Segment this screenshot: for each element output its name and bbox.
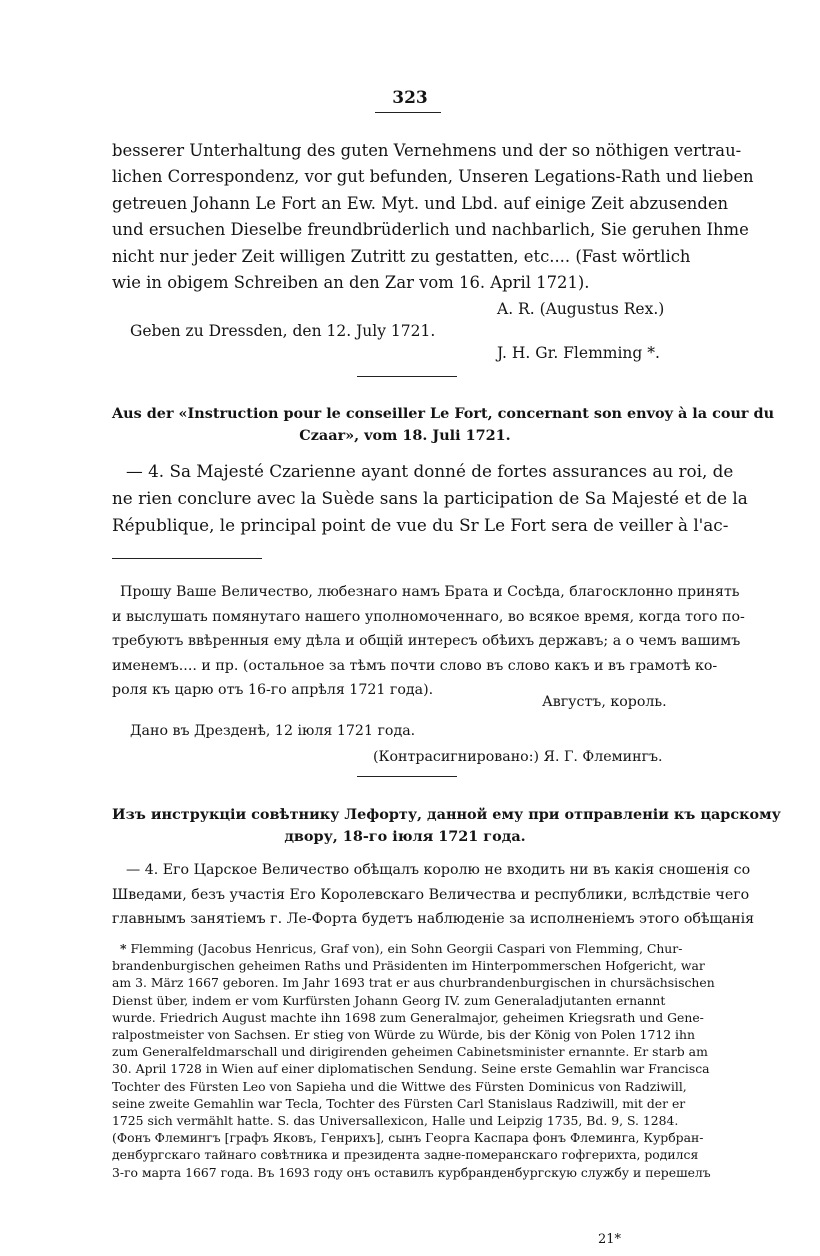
page-number: 323	[392, 88, 428, 108]
footnote-line: zum Generalfeldmarschall und dirigirenden geheimen Cabinetsminister ernannte. Er starb am	[112, 1044, 708, 1060]
footnote-line: 1725 sich vermählt hatte. S. das Universallexicon, Halle und Leipzig 1735, Bd. 9, S. 1284.	[112, 1113, 679, 1129]
russian-text-line: главнымъ занятіемъ г. Ле-Форта будетъ наблюденіе за исполненіемъ этого обѣщанія	[112, 911, 755, 927]
russian-countersign: (Контрасигнировано:) Я. Г. Флемингъ.	[373, 749, 663, 765]
footnote	[112, 940, 715, 1181]
russian-letter-text	[112, 580, 745, 703]
french-instruction-text	[112, 458, 748, 539]
footnote-line: wurde. Friedrich August machte ihn 1698 zum Generalmajor, geheimen Kriegsrath und Gene-	[112, 1009, 704, 1025]
russian-instruction-text	[112, 858, 755, 932]
russian-letter-line: требуютъ ввѣренныя ему дѣла и общій интересъ обѣихъ державъ; а о чемъ вашимъ	[112, 633, 741, 649]
footnote-line: Tochter des Fürsten Leo von Sapieha und die Wittwe des Fürsten Dominicus von Radziwill,	[112, 1078, 687, 1094]
footnote-line: денбургскаго тайнаго совѣтника и президента задне-померанскаго гофгерихта, родился	[112, 1147, 699, 1163]
page-number-rule	[375, 112, 441, 113]
french-instruction-heading	[112, 403, 775, 447]
german-signature-minister: J. H. Gr. Flemming *.	[497, 344, 660, 362]
footnote-line: ralpostmeister von Sachsen. Er stieg von Würde zu Würde, bis der König von Polen 1712 ihn	[112, 1027, 695, 1043]
signature-mark: 21*	[598, 1232, 622, 1247]
russian-letter-line: именемъ.... и пр. (остальное за тѣмъ почти слово въ слово какъ и въ грамотѣ ко-	[112, 657, 718, 674]
footnote-separator	[112, 558, 262, 559]
footnote-marker: *	[120, 941, 127, 956]
french-text-line: République, le principal point de vue du Sr Le Fort sera de veiller à l'ac-	[112, 515, 729, 535]
heading-line: двору, 18-го іюля 1721 года.	[284, 828, 526, 845]
russian-signature-king: Августъ, король.	[542, 694, 667, 710]
footnote-line: 30. April 1728 in Wien auf einer diplomatischen Sendung. Seine erste Gemahlin war Francisca	[112, 1061, 710, 1077]
russian-letter-line: роля къ царю отъ 16-го апрѣля 1721 года).	[112, 682, 434, 698]
footnote-line: seine zweite Gemahlin war Tecla, Tochter des Fürsten Carl Stanislaus Radziwill, mit der er	[112, 1095, 686, 1111]
footnote-first-line-text: Flemming (Jacobus Henricus, Graf von), ein Sohn Georgii Caspari von Flemming, Chur-	[130, 941, 683, 956]
section-divider	[357, 776, 457, 777]
german-letter-line: und ersuchen Dieselbe freundbrüderlich und nachbarlich, Sie geruhen Ihme	[112, 220, 749, 240]
footnote-line: brandenburgischen geheimen Raths und Präsidenten im Hinterpommerschen Hofgericht, war	[112, 958, 705, 974]
russian-text-line: Шведами, безъ участія Его Королевскаго Величества и республики, вслѣдствіе чего	[112, 886, 750, 903]
footnote-line: 3-го марта 1667 года. Въ 1693 году онъ оставилъ курбранденбургскую службу и перешелъ	[112, 1164, 711, 1180]
heading-line: Czaar», vom 18. Juli 1721.	[299, 427, 511, 444]
german-letter-line: wie in obigem Schreiben an den Zar vom 16. April 1721).	[112, 273, 590, 293]
russian-date-place: Дано въ Дрезденѣ, 12 іюля 1721 года.	[130, 723, 416, 739]
footnote-line: am 3. März 1667 geboren. Im Jahr 1693 trat er aus churbrandenburgischen in chursächsischen	[112, 975, 715, 991]
heading-line: Aus der «Instruction pour le conseiller Le Fort, concernant son envoy à la cour du	[112, 405, 775, 422]
french-text-line: ne rien conclure avec la Suède sans la participation de Sa Majesté et de la	[112, 488, 748, 508]
footnote-line: (Фонъ Флемингъ [графъ Яковъ, Генрихъ], сынъ Георга Каспара фонъ Флеминга, Курбран-	[112, 1130, 704, 1146]
section-divider	[357, 376, 457, 377]
german-letter-text	[112, 138, 754, 296]
russian-letter-line: Прошу Ваше Величество, любезнаго намъ Брата и Сосѣда, благосклонно принять	[120, 584, 740, 600]
footnote-line	[112, 940, 702, 957]
german-letter-line: nicht nur jeder Zeit willigen Zutritt zu gestatten, etc.... (Fast wörtlich	[112, 246, 691, 266]
russian-letter-line: и выслушать помянутаго нашего уполномоченнаго, во всякое время, когда того по-	[112, 608, 745, 625]
french-text-line: — 4. Sa Majesté Czarienne ayant donné de fortes assurances au roi, de	[126, 461, 734, 481]
german-letter-line: besserer Unterhaltung des guten Vernehmens und der so nöthigen vertrau-	[112, 141, 742, 160]
russian-instruction-heading	[112, 804, 781, 848]
heading-line: Изъ инструкціи совѣтнику Лефорту, данной ему при отправленіи къ царскому	[112, 806, 781, 823]
german-date-place: Geben zu Dressden, den 12. July 1721.	[130, 322, 436, 340]
footnote-line: Dienst über, indem er vom Kurfürsten Johann Georg IV. zum Generaladjutanten ernannt	[112, 992, 666, 1008]
german-signature-king: A. R. (Augustus Rex.)	[497, 300, 665, 318]
german-letter-line: lichen Correspondenz, vor gut befunden, Unseren Legations-Rath und lieben	[112, 167, 754, 187]
german-letter-line: getreuen Johann Le Fort an Ew. Myt. und Lbd. auf einige Zeit abzusenden	[112, 193, 729, 213]
russian-text-line: — 4. Его Царское Величество обѣщалъ королю не входить ни въ какія сношенія со	[126, 862, 751, 878]
